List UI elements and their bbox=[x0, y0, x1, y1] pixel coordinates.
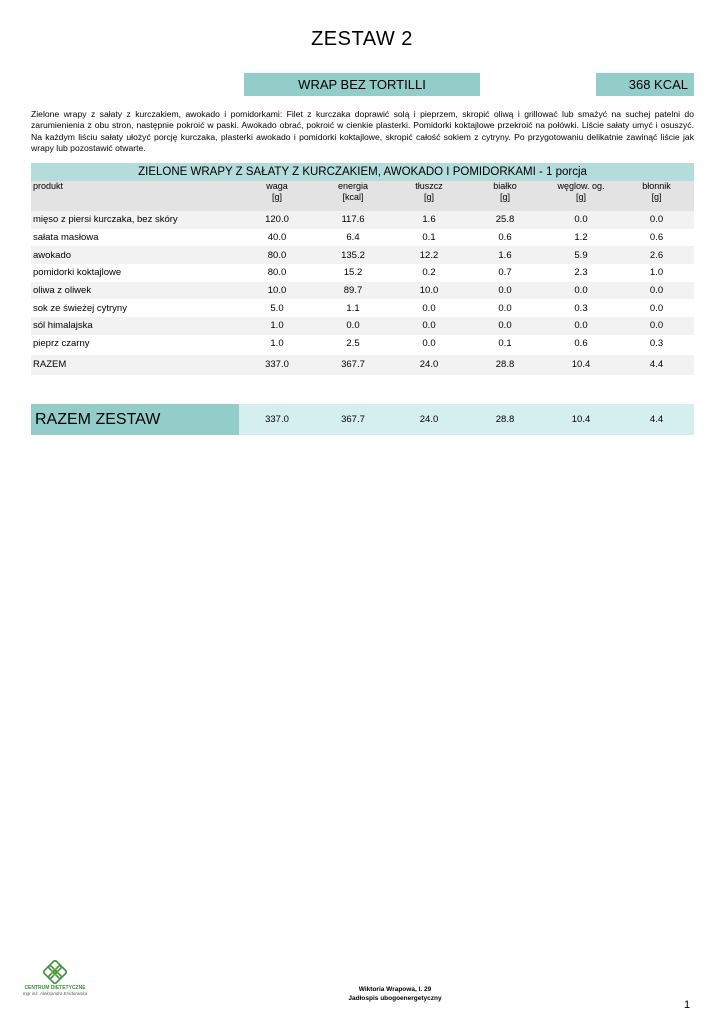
carbs-cell: 0.0 bbox=[543, 211, 619, 229]
fiber-cell: 2.6 bbox=[619, 246, 694, 264]
product-name: sałata masłowa bbox=[33, 232, 99, 244]
set-total-protein: 28.8 bbox=[467, 404, 543, 435]
fiber-cell: 1.0 bbox=[649, 267, 664, 279]
energy-cell: 2.5 bbox=[346, 338, 360, 350]
carbs-cell: 0.3 bbox=[574, 302, 588, 314]
carbs-cell: 2.3 bbox=[574, 267, 588, 279]
energy-cell: 117.6 bbox=[315, 211, 391, 229]
meal-kcal: 368 KCAL bbox=[596, 73, 694, 96]
set-total-label: RAZEM ZESTAW bbox=[31, 404, 239, 435]
table-row bbox=[31, 264, 694, 282]
set-total-table bbox=[31, 404, 694, 435]
fat-cell: 0.0 bbox=[422, 302, 436, 314]
plan-name: Jadłospis ubogoenergetyczny bbox=[348, 995, 442, 1002]
weight-cell: 40.0 bbox=[267, 232, 287, 244]
protein-cell: 0.6 bbox=[498, 232, 512, 244]
energy-cell: 6.4 bbox=[346, 232, 360, 244]
protein-cell: 0.0 bbox=[498, 302, 512, 314]
logo-signature: mgr inż. Aleksandra Ersdorwska bbox=[22, 991, 88, 996]
logo-knot-icon bbox=[42, 960, 68, 984]
product-name: pomidorki koktajlowe bbox=[33, 267, 122, 279]
meal-name: WRAP BEZ TORTILLI bbox=[244, 73, 480, 96]
column-header-fat: tłuszcz [g] bbox=[391, 181, 467, 211]
fat-cell: 10.0 bbox=[391, 282, 467, 300]
table-row bbox=[31, 211, 694, 229]
energy-cell: 15.2 bbox=[343, 267, 363, 279]
table-row bbox=[31, 317, 694, 335]
weight-cell: 80.0 bbox=[239, 246, 315, 264]
table-header bbox=[31, 181, 694, 211]
protein-cell: 0.0 bbox=[467, 317, 543, 335]
protein-cell: 1.6 bbox=[467, 246, 543, 264]
table-row bbox=[31, 335, 694, 353]
column-header-protein: białko [g] bbox=[467, 181, 543, 211]
recipe-title: ZIELONE WRAPY Z SAŁATY Z KURCZAKIEM, AWOKADO I POMIDORKAMI - 1 porcja bbox=[31, 163, 694, 181]
set-total-weight: 337.0 bbox=[239, 404, 315, 435]
energy-cell: 0.0 bbox=[315, 317, 391, 335]
fat-cell: 12.2 bbox=[391, 246, 467, 264]
energy-cell: 89.7 bbox=[315, 282, 391, 300]
table-row bbox=[31, 229, 694, 247]
set-total-row bbox=[31, 404, 694, 435]
footer-info bbox=[300, 985, 490, 1003]
weight-cell: 1.0 bbox=[239, 317, 315, 335]
sum-fiber: 4.4 bbox=[619, 355, 694, 375]
recipe-sum-row bbox=[31, 355, 694, 375]
protein-cell: 0.7 bbox=[498, 267, 512, 279]
column-header-carbs: węglow. og. [g] bbox=[543, 181, 619, 211]
weight-cell: 120.0 bbox=[239, 211, 315, 229]
logo bbox=[22, 960, 88, 996]
column-header-fiber: błonnik [g] bbox=[619, 181, 694, 211]
carbs-cell: 5.9 bbox=[543, 246, 619, 264]
fiber-cell: 0.0 bbox=[619, 211, 694, 229]
product-name: awokado bbox=[31, 246, 239, 264]
fat-cell: 0.1 bbox=[422, 232, 436, 244]
fat-cell: 0.0 bbox=[391, 317, 467, 335]
energy-cell: 1.1 bbox=[346, 302, 360, 314]
sum-protein: 28.8 bbox=[467, 355, 543, 375]
weight-cell: 5.0 bbox=[270, 302, 284, 314]
fat-cell: 1.6 bbox=[391, 211, 467, 229]
protein-cell: 0.0 bbox=[467, 282, 543, 300]
sum-carbs: 10.4 bbox=[543, 355, 619, 375]
product-name: mięso z piersi kurczaka, bez skóry bbox=[31, 211, 239, 229]
carbs-cell: 1.2 bbox=[574, 232, 588, 244]
fat-cell: 0.0 bbox=[422, 338, 436, 350]
set-total-fiber: 4.4 bbox=[619, 404, 694, 435]
set-total-carbs: 10.4 bbox=[543, 404, 619, 435]
fiber-cell: 0.3 bbox=[649, 338, 664, 350]
fiber-cell: 0.0 bbox=[619, 282, 694, 300]
recipe-description: Zielone wrapy z sałaty z kurczakiem, awokado i pomidorkami: Filet z kurczaka doprawić solą i pieprzem, skropić oliwą i grillować lub smażyć na suchej patelni do zarumienienia z obu stron, następnie pokroić w paski. Awokado obrać, pokroić w cienkie plasterki. Pomidorki koktajlowe przekroić na połówki. Liście sałaty umyć i osuszyć. Na każdym liściu sałaty ułożyć porcję kurczaka, plasterki awokado i pomidorki koktajlowe, skropić całość sokiem z cytryny. Po przygotowaniu delikatnie zawinąć liście jak wrapy lub pozostawić otwarte. bbox=[31, 109, 694, 153]
fiber-cell: 0.6 bbox=[649, 232, 664, 244]
carbs-cell: 0.0 bbox=[543, 317, 619, 335]
protein-cell: 25.8 bbox=[467, 211, 543, 229]
energy-cell: 135.2 bbox=[315, 246, 391, 264]
weight-cell: 1.0 bbox=[270, 338, 284, 350]
product-name: sól himalajska bbox=[31, 317, 239, 335]
set-total-fat: 24.0 bbox=[391, 404, 467, 435]
client-name: Wiktoria Wrapowa, l. 29 bbox=[358, 986, 432, 993]
table-row bbox=[31, 282, 694, 300]
table-row bbox=[31, 299, 694, 317]
logo-name: CENTRUM DIETETYCZNE bbox=[24, 985, 86, 991]
carbs-cell: 0.0 bbox=[543, 282, 619, 300]
page-title: ZESTAW 2 bbox=[311, 28, 413, 50]
sum-energy: 367.7 bbox=[315, 355, 391, 375]
page-number: 1 bbox=[684, 999, 691, 1011]
weight-cell: 80.0 bbox=[267, 267, 287, 279]
protein-cell: 0.1 bbox=[498, 338, 512, 350]
fiber-cell: 0.0 bbox=[619, 317, 694, 335]
table-row bbox=[31, 246, 694, 264]
nutrition-table bbox=[31, 163, 694, 375]
weight-cell: 10.0 bbox=[239, 282, 315, 300]
product-name: sok ze świeżej cytryny bbox=[33, 302, 127, 314]
column-header-energy: energia [kcal] bbox=[315, 181, 391, 211]
column-header-weight: waga [g] bbox=[239, 181, 315, 211]
sum-fat: 24.0 bbox=[391, 355, 467, 375]
sum-label: RAZEM bbox=[31, 355, 239, 375]
product-name: oliwa z oliwek bbox=[31, 282, 239, 300]
fat-cell: 0.2 bbox=[422, 267, 436, 279]
set-total-energy: 367.7 bbox=[315, 404, 391, 435]
product-name: pieprz czarny bbox=[33, 338, 90, 350]
column-header-product: produkt bbox=[31, 181, 239, 211]
sum-weight: 337.0 bbox=[239, 355, 315, 375]
carbs-cell: 0.6 bbox=[574, 338, 588, 350]
fiber-cell: 0.0 bbox=[649, 302, 664, 314]
